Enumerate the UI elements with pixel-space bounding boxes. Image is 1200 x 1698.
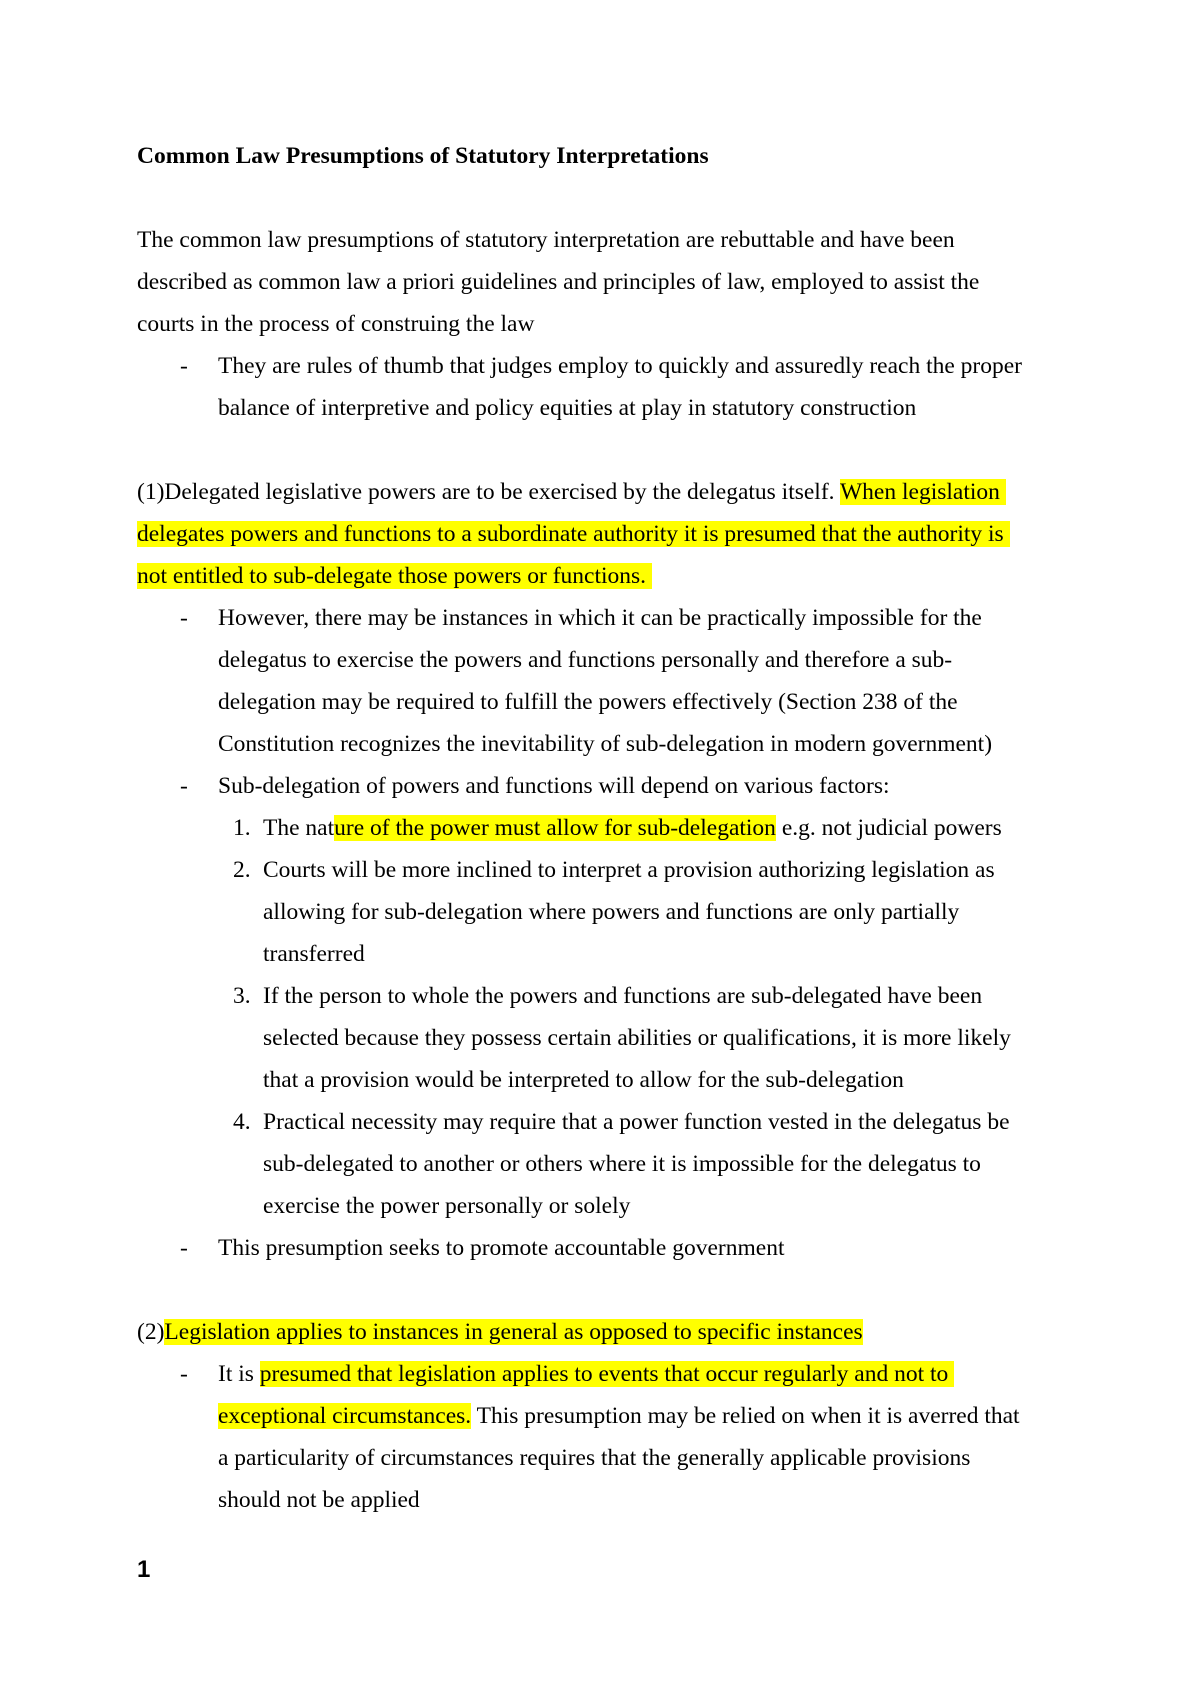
document-title [137, 135, 1070, 177]
highlighted-text: Legislation applies to instances in general as opposed to specific instances [164, 1319, 863, 1345]
text-line [137, 303, 1070, 345]
highlighted-text: delegates powers and functions to a subordinate authority it is presumed that the authority is [137, 521, 1010, 547]
list-marker: - [180, 1361, 188, 1387]
highlighted-text: exceptional circumstances. [218, 1403, 472, 1429]
text-line [137, 1311, 1070, 1353]
text-run: sub-delegated to another or others where it is impossible for the delegatus to [263, 1151, 981, 1177]
highlighted-text: presumed that legislation applies to events that occur regularly and not to [259, 1361, 955, 1387]
list-marker: - [180, 605, 188, 631]
text-line [218, 681, 1070, 723]
text-run: They are rules of thumb that judges employ to quickly and assuredly reach the proper [218, 353, 1022, 379]
paragraph [137, 1311, 1070, 1353]
text-run: courts in the process of construing the law [137, 311, 535, 337]
text-line [218, 1227, 1070, 1269]
text-line [263, 1143, 1070, 1185]
text-line [263, 1101, 1070, 1143]
text-line [263, 1017, 1070, 1059]
text-line [218, 1437, 1070, 1479]
document-content [137, 135, 1070, 1521]
text-run: Courts will be more inclined to interpret a provision authorizing legislation as [263, 857, 995, 883]
list-marker: 4. [233, 1109, 251, 1135]
text-run: (2) [137, 1319, 165, 1345]
text-run: It is [218, 1361, 260, 1387]
text-line [263, 891, 1070, 933]
list-marker: - [180, 773, 188, 799]
text-line [218, 639, 1070, 681]
list-item-text [218, 765, 1070, 807]
page-number: 1 [137, 1556, 151, 1583]
text-run: transferred [263, 941, 365, 967]
text-run: a particularity of circumstances requires that the generally applicable provisions [218, 1445, 971, 1471]
list-item-text [263, 849, 1070, 975]
text-run: Sub-delegation of powers and functions will depend on various factors: [218, 773, 890, 799]
text-run: described as common law a priori guidelines and principles of law, employed to assist the [137, 269, 980, 295]
text-run: Constitution recognizes the inevitability of sub-delegation in modern government) [218, 731, 993, 757]
text-run: (1)Delegated legislative powers are to be exercised by the delegatus itself. [137, 479, 840, 505]
text-run: This presumption may be relied on when it is averred that [471, 1403, 1020, 1429]
text-line [263, 849, 1070, 891]
text-line [218, 387, 1070, 429]
text-line [218, 597, 1070, 639]
list-marker: 3. [233, 983, 251, 1009]
text-line [263, 807, 1070, 849]
text-run: Practical necessity may require that a power function vested in the delegatus be [263, 1109, 1010, 1135]
list-item-text [218, 345, 1070, 429]
list-item-text [218, 597, 1070, 765]
paragraph [137, 471, 1070, 597]
bullet-item [137, 765, 1070, 807]
blank-line [137, 1269, 1070, 1311]
blank-line [137, 177, 1070, 219]
list-item-text [263, 1101, 1070, 1227]
text-line [137, 219, 1070, 261]
text-line [263, 1185, 1070, 1227]
text-line [137, 513, 1070, 555]
text-run: balance of interpretive and policy equities at play in statutory construction [218, 395, 917, 421]
text-line [218, 765, 1070, 807]
blank-line [137, 429, 1070, 471]
text-line [218, 1353, 1070, 1395]
text-line [263, 975, 1070, 1017]
list-marker: 2. [233, 857, 251, 883]
highlighted-text: not entitled to sub-delegate those powers or functions. [137, 563, 652, 589]
list-marker: 1. [233, 815, 251, 841]
bullet-item [137, 1353, 1070, 1521]
text-run: However, there may be instances in which it can be practically impossible for the [218, 605, 982, 631]
text-run: delegation may be required to fulfill the powers effectively (Section 238 of the [218, 689, 958, 715]
text-line [137, 471, 1070, 513]
bullet-item [137, 1227, 1070, 1269]
list-marker: - [180, 1235, 188, 1261]
highlighted-text: When legislation [840, 479, 1006, 505]
text-line [218, 345, 1070, 387]
numbered-item [137, 849, 1070, 975]
numbered-item [137, 975, 1070, 1101]
paragraph [137, 219, 1070, 345]
text-run: allowing for sub-delegation where powers and functions are only partially [263, 899, 960, 925]
text-run: selected because they possess certain abilities or qualifications, it is more likely [263, 1025, 1011, 1051]
bullet-item [137, 597, 1070, 765]
numbered-item [137, 1101, 1070, 1227]
text-run: If the person to whole the powers and functions are sub-delegated have been [263, 983, 983, 1009]
list-item-text [263, 975, 1070, 1101]
text-run: This presumption seeks to promote accountable government [218, 1235, 785, 1261]
text-run: that a provision would be interpreted to allow for the sub-delegation [263, 1067, 904, 1093]
text-run: exercise the power personally or solely [263, 1193, 631, 1219]
list-marker: - [180, 353, 188, 379]
text-line [218, 1395, 1070, 1437]
text-run: e.g. not judicial powers [775, 815, 1002, 841]
list-item-text [218, 1227, 1070, 1269]
list-item-text [263, 807, 1070, 849]
highlighted-text: ure of the power must allow for sub-delegation [334, 815, 776, 841]
text-run: delegatus to exercise the powers and functions personally and therefore a sub- [218, 647, 953, 673]
list-item-text [218, 1353, 1070, 1521]
text-line [137, 555, 1070, 597]
text-line [137, 261, 1070, 303]
text-line [218, 723, 1070, 765]
text-run: The common law presumptions of statutory interpretation are rebuttable and have been [137, 227, 955, 253]
numbered-item [137, 807, 1070, 849]
text-line [218, 1479, 1070, 1521]
text-line [137, 135, 1070, 177]
bullet-item [137, 345, 1070, 429]
text-run: should not be applied [218, 1487, 420, 1513]
text-run: The nat [263, 815, 335, 841]
text-run: Common Law Presumptions of Statutory Interpretations [137, 143, 709, 169]
text-line [263, 933, 1070, 975]
text-line [263, 1059, 1070, 1101]
